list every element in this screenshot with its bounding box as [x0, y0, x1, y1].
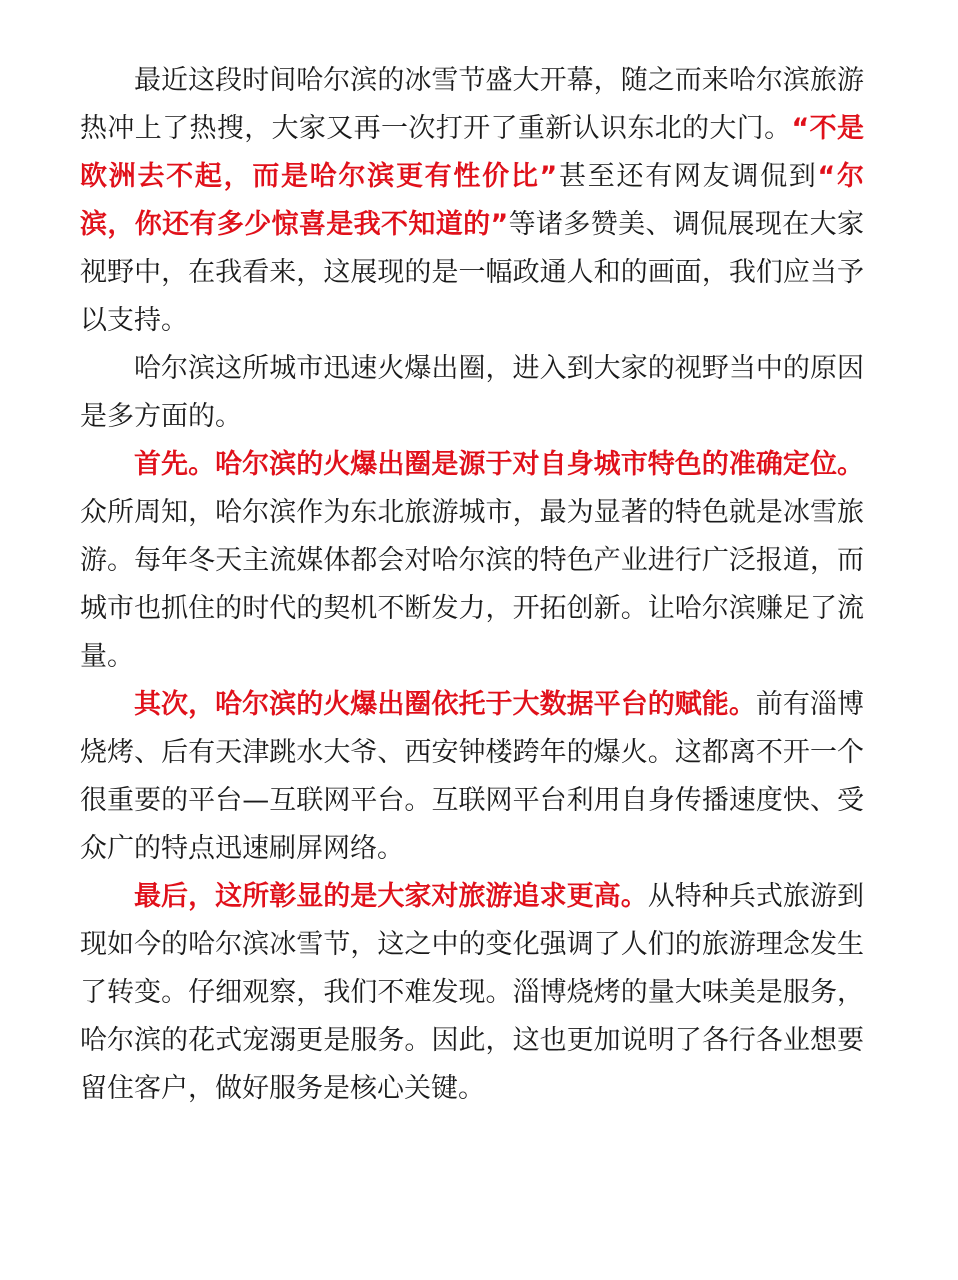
intro-text-2: 甚至还有网友调侃到	[557, 161, 818, 192]
second-text: 前有淄博烧烤、后有天津跳水大爷、西安钟楼跨年的爆火。这都离不开一个很重要的平台—互联网平台。互联网平台利用自身传播速度快、受众广的特点迅速刷屏网络。	[80, 689, 865, 864]
last-text: 从特种兵式旅游到现如今的哈尔滨冰雪节，这之中的变化强调了人们的旅游理念发生了转变。仔细观察，我们不难发现。淄博烧烤的量大味美是服务，哈尔滨的花式宠溺更是服务。因此，这也更加说明了各行各业想要留住客户，做好服务是核心关键。	[80, 881, 865, 1104]
paragraph-first	[80, 441, 864, 681]
intro-quote-2: “尔滨，你还有多少惊喜是我不知道的”	[80, 161, 865, 240]
paragraph-intro	[80, 57, 864, 345]
intro-quote-1: “不是欧洲去不起，而是哈尔滨更有性价比”	[80, 113, 865, 192]
paragraph-reasons	[80, 345, 864, 441]
first-text: 众所周知，哈尔滨作为东北旅游城市，最为显著的特色就是冰雪旅游。每年冬天主流媒体都会对哈尔滨的特色产业进行广泛报道，而城市也抓住的时代的契机不断发力，开拓创新。让哈尔滨赚足了流量。	[80, 497, 864, 672]
paragraph-last	[80, 873, 864, 1113]
first-heading: 首先。哈尔滨的火爆出圈是源于对自身城市特色的准确定位。	[134, 449, 864, 480]
paragraph-second	[80, 681, 864, 873]
article-body	[80, 57, 864, 1113]
intro-text-1: 最近这段时间哈尔滨的冰雪节盛大开幕，随之而来哈尔滨旅游热冲上了热搜，大家又再一次打开了重新认识东北的大门。	[80, 65, 864, 144]
intro-text-3: 等诸多赞美、调侃展现在大家视野中，在我看来，这展现的是一幅政通人和的画面，我们应当予以支持。	[80, 209, 865, 336]
reasons-text: 哈尔滨这所城市迅速火爆出圈，进入到大家的视野当中的原因是多方面的。	[80, 353, 864, 432]
last-heading: 最后，这所彰显的是大家对旅游追求更高。	[134, 881, 648, 912]
second-heading: 其次，哈尔滨的火爆出圈依托于大数据平台的赋能。	[134, 689, 756, 720]
